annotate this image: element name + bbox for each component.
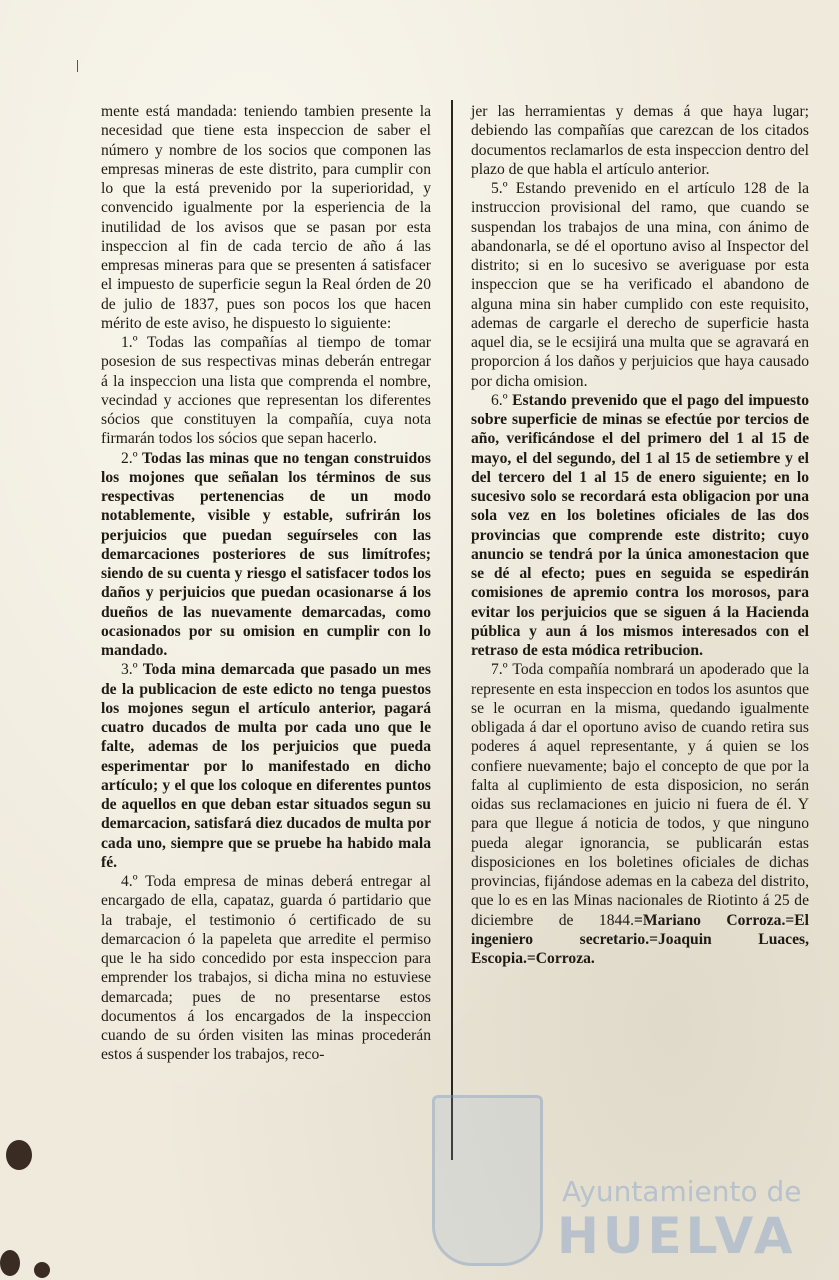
- article-7-text: Toda compañía nombrará un apoderado que la represente en esta inspeccion en todos los asuntos que se le ocurran en la misma, quedando igualmente obligada á dar el oportuno aviso de cuando retira sus poderes á aquel representante, y á quien se los confiere nuevamente; bajo el concepto de que por la falta al cuplimiento de esta disposicion, no serán oidas sus reclamaciones en juicio ni fuera de él. Y para que llegue á noticia de todos, y que ninguno pueda alegar ignorancia, se publicarán estas disposiciones en los boletines oficiales de dichas provincias, fijándose ademas en la cabeza del distrito, que lo es en las Minas nacionales de Riotinto á 25 de diciembre de 1844.: [471, 661, 809, 929]
- left-column: [101, 102, 431, 1065]
- article-2: [101, 449, 431, 661]
- article-7: [471, 660, 809, 968]
- right-column: [471, 102, 809, 968]
- article-5-number: 5.º: [491, 180, 508, 197]
- article-6-text: Estando prevenido que el pago del impuesto sobre superficie de minas se efectúe por tercios de año, verificándose el del primero del 1 al 15 de mayo, el del segundo, del 1 al 15 de setiembre y el del tercero del 1 al 15 de enero siguiente; en lo sucesivo solo se recordará esta obligacion por una sola vez en los boletines oficiales de las dos provincias que comprende este distrito; cuyo anuncio se tendrá por la única amonestacion que se dé al efecto; pues en seguida se espedirán comisiones de apremio contra los morosos, para evitar los perjuicios que se siguen á la Hacienda pública y aun á los mismos interesados con el retraso de esta módica retribucion.: [471, 391, 810, 659]
- article-2-number: 2.º: [121, 449, 138, 467]
- article-4: [101, 872, 431, 1065]
- ink-stain: [6, 1140, 32, 1170]
- article-4-text: Toda empresa de minas deberá entregar al encargado de ella, capataz, guarda ó partidario que la trabaje, el testimonio ó certificado de su demarcacion ó la papeleta que arredite el permiso que le ha sido concedido por esta inspeccion para emprender los trabajos, si dicha mina no estuviese demarcada; pues de no presentarse estos documentos á los encargados de la inspeccion cuando de su órden visiten las minas procederán estos á suspender los trabajos, reco-: [101, 873, 431, 1064]
- archive-watermark: [432, 1095, 832, 1265]
- article-1-number: 1.º: [121, 334, 138, 351]
- watermark-line-2: HUELVA: [557, 1207, 797, 1265]
- article-2-text: Todas las minas que no tengan construidos los mojones que señalan los términos de sus respectivas pertenencias de un modo notablemente, visible y estable, sufrirán los perjuicios que puedan seguírseles con las demarcaciones posteriores de sus limítrofes; siendo de su cuenta y riesgo el satisfacer todos los daños y perjuicios que puedan ocasionarse á los dueños de las nuevamente demarcadas, como ocasionados por su omision en cumplir con lo mandado.: [101, 449, 431, 659]
- margin-mark: [77, 60, 78, 72]
- article-5: [471, 179, 809, 391]
- article-6: [471, 391, 809, 661]
- article-1-text: Todas las compañías al tiempo de tomar posesion de sus respectivas minas deberán entregar á la inspeccion una lista que comprenda el nombre, vecindad y acciones que representan los diferentes sócios que constituyen la compañía, cuya nota firmarán todos los sócios que sepan hacerlo.: [101, 334, 431, 448]
- coat-of-arms-icon: [432, 1095, 543, 1266]
- signature-line: =Mariano Corroza.=El ingeniero secretario.=Joaquin Luaces, Escopia.=Corroza.: [471, 911, 809, 967]
- article-3: [101, 660, 431, 872]
- article-6-number: 6.º: [491, 391, 508, 409]
- article-3-number: 3.º: [121, 661, 138, 679]
- article-3-text: Toda mina demarcada que pasado un mes de la publicacion de este edicto no tenga puestos los mojones segun el artículo anterior, pagará cuatro ducados de multa por cada uno que le falte, ademas de los perjuicios que pueda esperimentar por lo manifestado en dicho artículo; y el que los coloque en diferentes puntos de aquellos en que deban estar situados segun su demarcacion, satisfará diez ducados de multa por cada uno, siempre que se pruebe ha habido mala fé.: [101, 661, 431, 871]
- ink-stain: [34, 1262, 50, 1278]
- article-7-number: 7.º: [491, 661, 508, 679]
- article-1: [101, 333, 431, 449]
- article-5-text: Estando prevenido en el artículo 128 de la instruccion provisional del ramo, que cuando se suspendan los trabajos de una mina, con ánimo de abandonarla, se dé el oportuno aviso al Inspector del distrito; si en lo sucesivo se averiguase por esta inspeccion que se ha verificado el abandono de alguna mina sin haber cumplido con este requisito, ademas de cargarle el derecho de superficie hasta aquel dia, se le ecsijirá una multa que se agravará en proporcion á los daños y perjuicios que haya causado por dicha omision.: [471, 180, 810, 390]
- watermark-line-1: Ayuntamiento de: [562, 1175, 802, 1208]
- right-column-continuation: jer las herramientas y demas á que haya lugar; debiendo las compañías que carezcan de los citados documentos reclamarlos de esta inspeccion dentro del plazo de que habla el artículo anterior.: [471, 103, 809, 178]
- left-column-intro: mente está mandada: teniendo tambien presente la necesidad que tiene esta inspeccion de saber el número y nombre de los socios que componen las empresas mineras de este distrito, para cumplir con lo que la está prevenido por la superioridad, y convencido igualmente por la esperiencia de la inutilidad de los avisos que se pasan por esta inspeccion al fin de cada tercio de año á las empresas mineras para que se presenten á satisfacer el impuesto de superficie segun la Real órden de 20 de julio de 1837, pues son pocos los que hacen mérito de este aviso, he dispuesto lo siguiente:: [101, 103, 431, 332]
- column-divider: [451, 100, 453, 1160]
- article-4-number: 4.º: [121, 873, 138, 890]
- ink-stain: [0, 1250, 20, 1276]
